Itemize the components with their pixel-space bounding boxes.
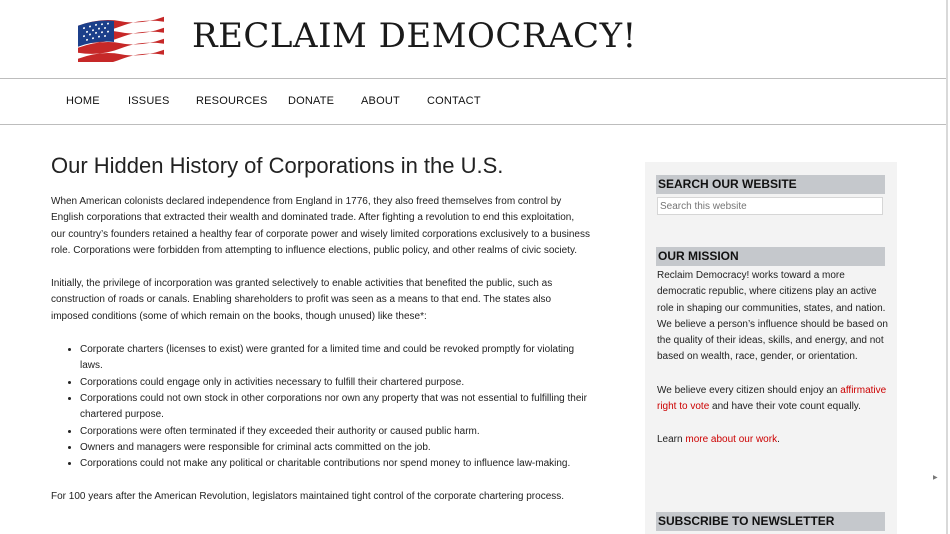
- nav-about[interactable]: ABOUT: [361, 95, 400, 107]
- sidebar: [645, 162, 897, 534]
- conditions-list: [51, 342, 591, 472]
- list-item: • Corporations were often terminated if they exceeded their authority or caused public harm.: [80, 424, 591, 440]
- mission-paragraph: Reclaim Democracy! works toward a more democratic republic, where citizens play an active role in shaping our communities, states, and nation. We believe a person’s influence should be based on the quality of their ideas, skills, and energy, and not based on wealth, race, gender, or orientation.: [657, 270, 888, 363]
- search-widget-title: SEARCH OUR WEBSITE: [656, 175, 885, 194]
- learn-paragraph: [657, 432, 891, 448]
- vote-text-pre: We believe every citizen should enjoy an: [657, 384, 841, 396]
- nav-donate[interactable]: DONATE: [288, 95, 335, 107]
- vote-paragraph: [657, 383, 891, 416]
- vote-text-post: and have their vote count equally.: [709, 401, 861, 413]
- main-nav: [0, 79, 947, 125]
- nav-contact[interactable]: CONTACT: [427, 95, 481, 107]
- learn-text-pre: Learn: [657, 434, 686, 446]
- newsletter-widget-title: SUBSCRIBE TO NEWSLETTER: [656, 512, 885, 531]
- mission-widget-title: OUR MISSION: [656, 247, 885, 266]
- list-item: • Corporate charters (licenses to exist) were granted for a limited time and could be revoked promptly for violating laws.: [80, 342, 591, 375]
- list-item: • Corporations could not make any political or charitable contributions nor spend money to influence law-making.: [80, 456, 591, 472]
- article-paragraph: For 100 years after the American Revolution, legislators maintained tight control of the corporate chartering process.: [51, 491, 565, 503]
- list-item: • Corporations could engage only in activities necessary to fulfill their chartered purpose.: [80, 375, 591, 391]
- learn-text-post: .: [777, 434, 780, 446]
- search-input[interactable]: [657, 197, 883, 215]
- site-title[interactable]: RECLAIM DEMOCRACY!: [192, 16, 637, 56]
- american-flag-icon[interactable]: [76, 12, 166, 62]
- right-to-vote-link[interactable]: affirmative right to vote: [657, 384, 887, 413]
- nav-issues[interactable]: ISSUES: [128, 95, 170, 107]
- cursor-icon: ▶: [933, 475, 938, 481]
- article-content: [51, 150, 591, 515]
- site-header: [0, 0, 947, 79]
- article-paragraph: When American colonists declared independence from England in 1776, they also freed themselves from control by English corporations that extracted their wealth and dominated trade. After fighting a revolution to end this exploitation, our country’s founders retained a healthy fear of corporate power and wisely limited corporations exclusively to a business role. Corporations were forbidden from attempting to influence elections, public policy, and other realms of civic society.: [51, 196, 590, 256]
- page-title: Our Hidden History of Corporations in the U.S.: [51, 153, 504, 178]
- mission-text: [657, 268, 891, 466]
- list-item: • Owners and managers were responsible for criminal acts committed on the job.: [80, 440, 591, 456]
- nav-home[interactable]: HOME: [66, 95, 100, 107]
- nav-resources[interactable]: RESOURCES: [196, 95, 268, 107]
- more-about-our-work-link[interactable]: more about our work: [685, 434, 778, 446]
- article-paragraph: Initially, the privilege of incorporation was granted selectively to enable activities that benefited the public, such as construction of roads or canals. Enabling shareholders to profit was seen as a means to that end. The states also imposed conditions (some of which remain on the books, though unused) like these*:: [51, 278, 553, 322]
- scrollbar-edge: [946, 0, 948, 534]
- list-item: • Corporations could not own stock in other corporations nor own any property that was not essential to fulfilling their chartered purpose.: [80, 391, 591, 424]
